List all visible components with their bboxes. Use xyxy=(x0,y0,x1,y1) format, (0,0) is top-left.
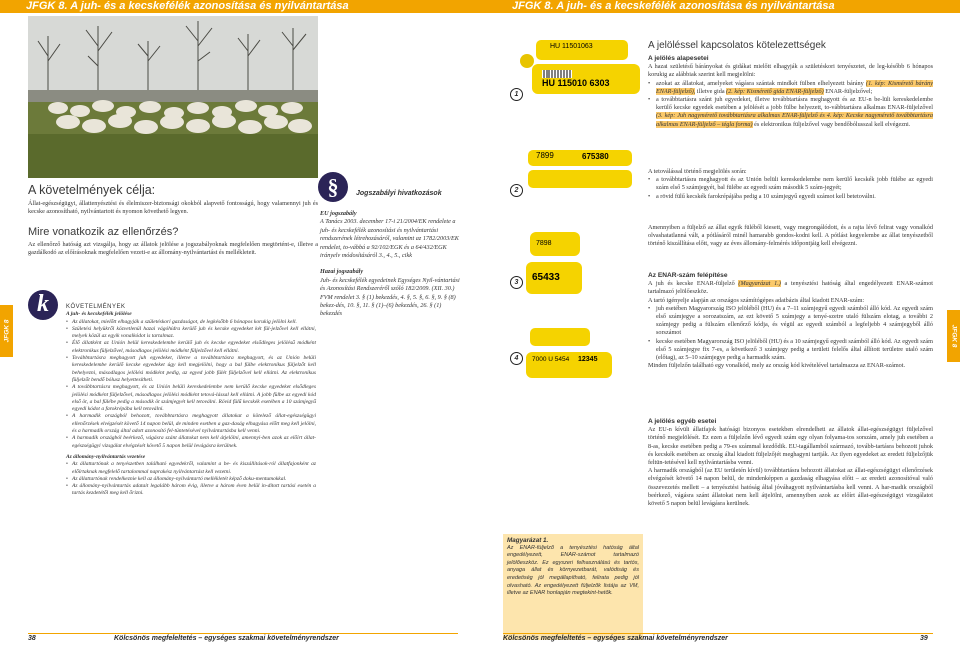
page-number-right: 39 xyxy=(920,635,928,642)
basic-cases-text: A hazai születésű bárányokat és gidákat mielőtt elhagyják a születéskori tenyészetet, de leg-később 6 hónapos korukig az alábbiak szerint kell megjelölni: xyxy=(648,63,933,79)
tag-number-3: 3 xyxy=(510,276,523,289)
list-item: • A harmadik országból behozott, továbbtartásra meghagyott állatokat a kötelező állat-egészségügyi ellenőrzések elvégzését követő 14 napon belül, de minden esetben a gaz-daság elhagyása előtt meg kell jelölni, és a harmadik ország által adott azonosító fel-tüntetésével nyilvántartásba kell venni. xyxy=(66,413,316,435)
header-right: JFGK 8. A juh- és a kecskefélék azonosítása és nyilvántartása xyxy=(480,0,960,13)
list-item: • Élő állatként az Unión belül kereskedelembe kerülő juh és kecske egyedeket elsődleges jelölésű módként elektronikus füljelzővel, másodlagos jelölési módként füljelzővel kell ellátni. xyxy=(66,340,316,355)
footer-rule-left xyxy=(28,633,458,634)
list-item: • Az állattartónak a tenyészetben található egyedekről, valamint a be- és kiszállítások-ról állatfajonként az előírtaknak megfelelő tartalommal naprakész nyilvántartást kell vezetni. xyxy=(66,461,316,476)
footer-title-right: Kölcsönös megfeleltetés – egységes szakmai követelményrendszer xyxy=(503,635,728,642)
explanation-title: Magyarázat 1. xyxy=(507,537,549,544)
list-item: • a továbbtartásra szánt juh egyedeket, illetve továbbtartásra meghagyott és az EU-n be-lüli kereskedelembe kerülő kecske egyedek esetében a jelölését a jobb fülbe helyezett, to-vábbtartásra alkalmas ENAR-füljelzővel (3. kép: Juh nagymérető továbbtartásra alkalmas ENAR-füljelző és 4. kép: Kecske nagymérető továbbtartásra alkalmas ENAR-füljelző – tégla forma) és elektronikus füljelzővel vagy bendőbólusszal kell elvégezni. xyxy=(648,96,933,129)
eu-law-text: A Tanács 2003. december 17-i 21/2004/EK rendelete a juh- és kecskefélék azonosítási és nyilvántartási rendszerének létrehozásáról, valamint az 1782/2003/EK rendelet, to-vábbá a 92/102/EGK és a 64/432/EGK irányelv módosításáról 3., 4., 5., cikk xyxy=(320,218,459,260)
ear-tag-4 xyxy=(524,324,614,389)
footer-rule-right xyxy=(503,633,933,634)
tag-number-1: 1 xyxy=(510,88,523,101)
basic-cases-block xyxy=(648,55,933,129)
ear-tag-3 xyxy=(524,226,584,311)
other-cases-block xyxy=(648,418,933,508)
ear-tag-3-code: 7898 xyxy=(536,240,552,247)
ear-tag-2-number: 675380 xyxy=(582,152,609,161)
eu-law-title: EU jogszabály xyxy=(320,210,357,217)
scope-text: Az ellenőrző hatóság azt vizsgálja, hogy az állatok jelölése a jogszabályoknak megfelelően megtörtént-e, illetve a gazdálkodó az előírásoknak megfelelően vezeti-e az állomány-nyilvántartást és mellékleteit. xyxy=(28,241,318,257)
list-item: • kecske esetében Magyarország ISO jelöléből (HU) és a 10 számjegyű egyedi számból álló kód. Az egyedi szám első 5 számjegye fix 7-es, a következő 3 számjegy pedig a területi felelős által állított területre utaló szám (előtag), az 5–10 számjegye pedig a harmadik szám. xyxy=(648,338,933,363)
explanation-box xyxy=(503,534,643,640)
ear-tag-2 xyxy=(526,144,636,197)
hu-law-text: Juh- és kecskefélék egyedeinek Egységes Nyil-vántartási és Azonosítási Rendszeréről szóló 182/2009. (XII. 30.) FVM rendelet 3. § (1) bekezdés, 4. §, 5. §, 6. §, 9. § (8) bekez-dés, 10. §, 11. § (1)–(6) bekezdés, 26. § (1) bekezdés xyxy=(320,276,460,318)
ear-tag-1 xyxy=(518,36,643,105)
other-cases-title: A jelölés egyéb esetei xyxy=(648,418,717,425)
barcode-text: Minden füljelzőn található egy vonalkód, mely az ország kód kivételével tartalmazza az ENAR-számot. xyxy=(648,362,906,370)
records-list xyxy=(66,461,316,497)
list-item: • a rövid fülű kecskék farokrépájába pedig a 10 számjegyű egyedi számot kell betetoválni. xyxy=(648,193,933,201)
third-country-text: A harmadik országból (az EU területén kívül) továbbtartásra behozott állatokat az állat-egészségügyi ellenőrzések elvégzését követő 14 napon belül, de mindenképpen a gazdaság elhagyása előtt – az eredeti azonosítóval való összevezetés mellett – a tenyésztési hatóság által jóváhagyott nyilvántartásba kell venni. A har-madik országból beérkező, vágásra szánt állatokat nem kell átjelölni, amennyiben azok az előírt állat-egészségügyi vizsgálatot követő 5 napon belül levágásra kerülnek. xyxy=(648,467,933,508)
enar-structure-title: Az ENAR-szám felépítése xyxy=(648,272,728,279)
list-item: • Az állatokat, mielőtt elhagyják a születéskori gazdaságot, de legkésőbb 6 hónapos korukig jelölni kell. xyxy=(66,319,316,326)
hu-law-title: Hazai jogszabály xyxy=(320,268,364,276)
tattoo-intro: A tetoválással történő megjelölés során: xyxy=(648,168,747,175)
list-item: • Az állomány-nyilvántartás adatait legalább három évig, illetve a három éven belül in-dított tartási esetén a tartás kezdetétől meg kell őrizni. xyxy=(66,483,316,498)
list-item: • Továbbtartásra meghagyott juh egyedeket, illetve a továbbtartásra meghagyott, és az Unión belüli kereskedelembe kerülő kecske egyedeket úgy kell megjelölni, hogy a bal fülbe elektronikus füljelzőt kell behelyezni, másodlagos jelölési módként pedig, az egyed jobb fülét füljelzővel kell ellátni. Az elektronikus füljelzőt bendő bólusz helyettesítheti. xyxy=(66,355,316,384)
replacement-text: Amennyiben a füljelző az állat egyik füléből kiesett, vagy megrongálódott, és a rajta lévő felirat vagy vonalkód olvashatatlanná vált, a pótlásáról minél hamarabb gondos-kodni kell. A pótlást kegyelembe az állat tenyészetből történő kiszállítása előtt, vagy az éves állomány-felmérés időpontjáig kell elvégezni. xyxy=(648,224,933,248)
requirements-block xyxy=(66,304,316,498)
law-title: Jogszabályi hivatkozások xyxy=(356,190,442,197)
side-tab-left: JFGK 8 xyxy=(0,305,13,357)
obligations-title: A jelöléssel kapcsolatos kötelezettségek xyxy=(648,40,826,51)
tag-number-4: 4 xyxy=(510,352,523,365)
other-cases-text: Az EU-n kívüli állatfajok hatósági bizonyos esetekben elrendelheti az állatok állat-egészségügyi füljelzővel történő megjelölését. Ez ezen a füljelzőn lévő egyedi szám egy olyan folyama-tos sorszám, amely juh esetében a 8-as, kecske esetében pedig a 79-es számmal kezdődik. EU-tagállamból származó, tovább-tartásra behozott juhok és kecskék esetében az ország által kiadott füljelzőjét meghagyni tartják. Az ilyen egyedeket az eredeti füljelzőjük feltün-tetésével kell nyilvántartásba venni. xyxy=(648,426,933,467)
ear-tag-1-code: HU 11501063 xyxy=(550,43,593,50)
paragraph-icon: § xyxy=(318,172,348,202)
ear-tag-1-number: HU 115010 6303 xyxy=(542,78,610,88)
list-item: • A továbbtartásra meghagyott, és az Unión belüli kereskedelembe nem kerülő kecske egyedeket elsődleges jelölési módként füljelzővel, másodlagos jelölési módként tetová-lással kell ellátni. A jobb fülbe az egyedi kód első öt, a bal fülébe pedig a második öt számjegyét kell tetoválni. Rövid fülű kecskék esetében a 10 számjegyű egyedi kódot a farokrépába kell tetoválni. xyxy=(66,384,316,413)
requirements-subtitle: A juh- és kecskefélék jelölése xyxy=(66,311,132,318)
footer-title-left: Kölcsönös megfeleltetés – egységes szakmai követelményrendszer xyxy=(114,635,339,642)
tattoo-block xyxy=(648,168,933,201)
list-item: • a továbbtartásra meghagyott és az Unión belüli kereskedelembe nem kerülő kecskék jobb fülébe az egyedi szám első 5 számjegyét, bal fülébe az egyedi szám második 5 szám-jegyét; xyxy=(648,176,933,192)
list-item: • azokat az állatokat, amelyeket vágásra szántak mindkét fülben elhelyezett bárány (1. kép: Kismérető bárány ENAR-füljelző), illetve gida (2. kép: Kismérető gida ENAR-füljelző) ENAR-füljelzővel; xyxy=(648,80,933,96)
enar-structure-text: A juh és kecske ENAR-füljelző (Magyarázat 1.) a tenyésztési hatóság által engedélyezett ENAR-számot tartalmazó jelölőeszköz. xyxy=(648,280,934,296)
ear-tag-2-code: 7899 xyxy=(536,151,554,160)
side-tab-right: JFGK 8 xyxy=(947,310,960,362)
basic-cases-title: A jelölés alapesetei xyxy=(648,55,709,62)
list-item: • Születési helyükről közvetlenül hazai vágóhídra kerülő juh és kecske egyedeket két fül-jelzővel kell ellátni, melyek közül az egyik vonalkódot is tartalmaz. xyxy=(66,326,316,341)
page-number-left: 38 xyxy=(28,635,36,642)
enar-request-text: A tartó igényelje alapján az országos számítógépes adatbázis által kiadott ENAR-szám: xyxy=(648,296,865,304)
goal-title: A követelmények célja: xyxy=(28,183,156,197)
ear-tag-4-code: 7000 U 5454 xyxy=(532,356,570,363)
scope-title: Mire vonatkozik az ellenőrzés? xyxy=(28,226,179,238)
list-item: • A harmadik országból beérkező, vágásra szánt állatokat nem kell átjelölni, amennyi-ben azok az előírt állat-egészségügyi vizsgálat elvégzését követő 5 napon belül levágásra kerülnek. xyxy=(66,435,316,450)
requirements-label: KÖVETELMÉNYEK xyxy=(66,304,126,310)
goal-text: Állat-egészségügyi, állattenyésztési és élelmiszer-biztonsági okokból alapvető fontosságú, hogy valamennyi juh és kecske azonosítható, nyilvántartott és nyomon követhető legyen. xyxy=(28,200,318,216)
law-block xyxy=(320,210,460,319)
records-subtitle: Az állomány-nyilvántartás vezetése xyxy=(66,453,146,460)
ear-tag-3-number: 65433 xyxy=(532,272,560,283)
sheep-photo xyxy=(28,16,318,178)
explanation-text: Az ENAR-füljelző a tenyésztési hatóság által engedélyezett, ENAR-számot tartalmazó jelölőeszköz. Ez egyszeri felhasználású és tartós, anyaga állat és környezetbarát, valódiság és eredetiség jól megállapítható, felirata pedig jól olvasható. Az engedélyezett füljelzők listája az VM, illetve az ENAR honlapján megtekint-hetők. xyxy=(507,544,639,597)
requirements-icon: k xyxy=(28,290,58,320)
list-item: • Az állattartónak rendelkeznie kell az állomány-nyilvántartó mellékletét képző doku-mentumokkal. xyxy=(66,476,316,483)
ear-tag-4-number: 12345 xyxy=(578,356,598,363)
requirements-list xyxy=(66,319,316,450)
list-item: • juh esetében Magyarország ISO jelöléből (HU) és a 7–11 számjegyű egyedi számból álló kód. Az egyedi szám első számjegye a sorozatszám, az ezt követő 5 számjegy a tenyé-szetre utaló fülszám elotag, a további 2 számjegy pedig a fülszám ellenőrző kódja, és végül az egyedi számból a legfeljebb 4 számjegyből álló sorszámot xyxy=(648,305,933,338)
header-left: JFGK 8. A juh- és a kecskefélék azonosítása és nyilvántartása xyxy=(0,0,480,13)
enar-structure-block xyxy=(648,272,933,370)
tag-number-2: 2 xyxy=(510,184,523,197)
